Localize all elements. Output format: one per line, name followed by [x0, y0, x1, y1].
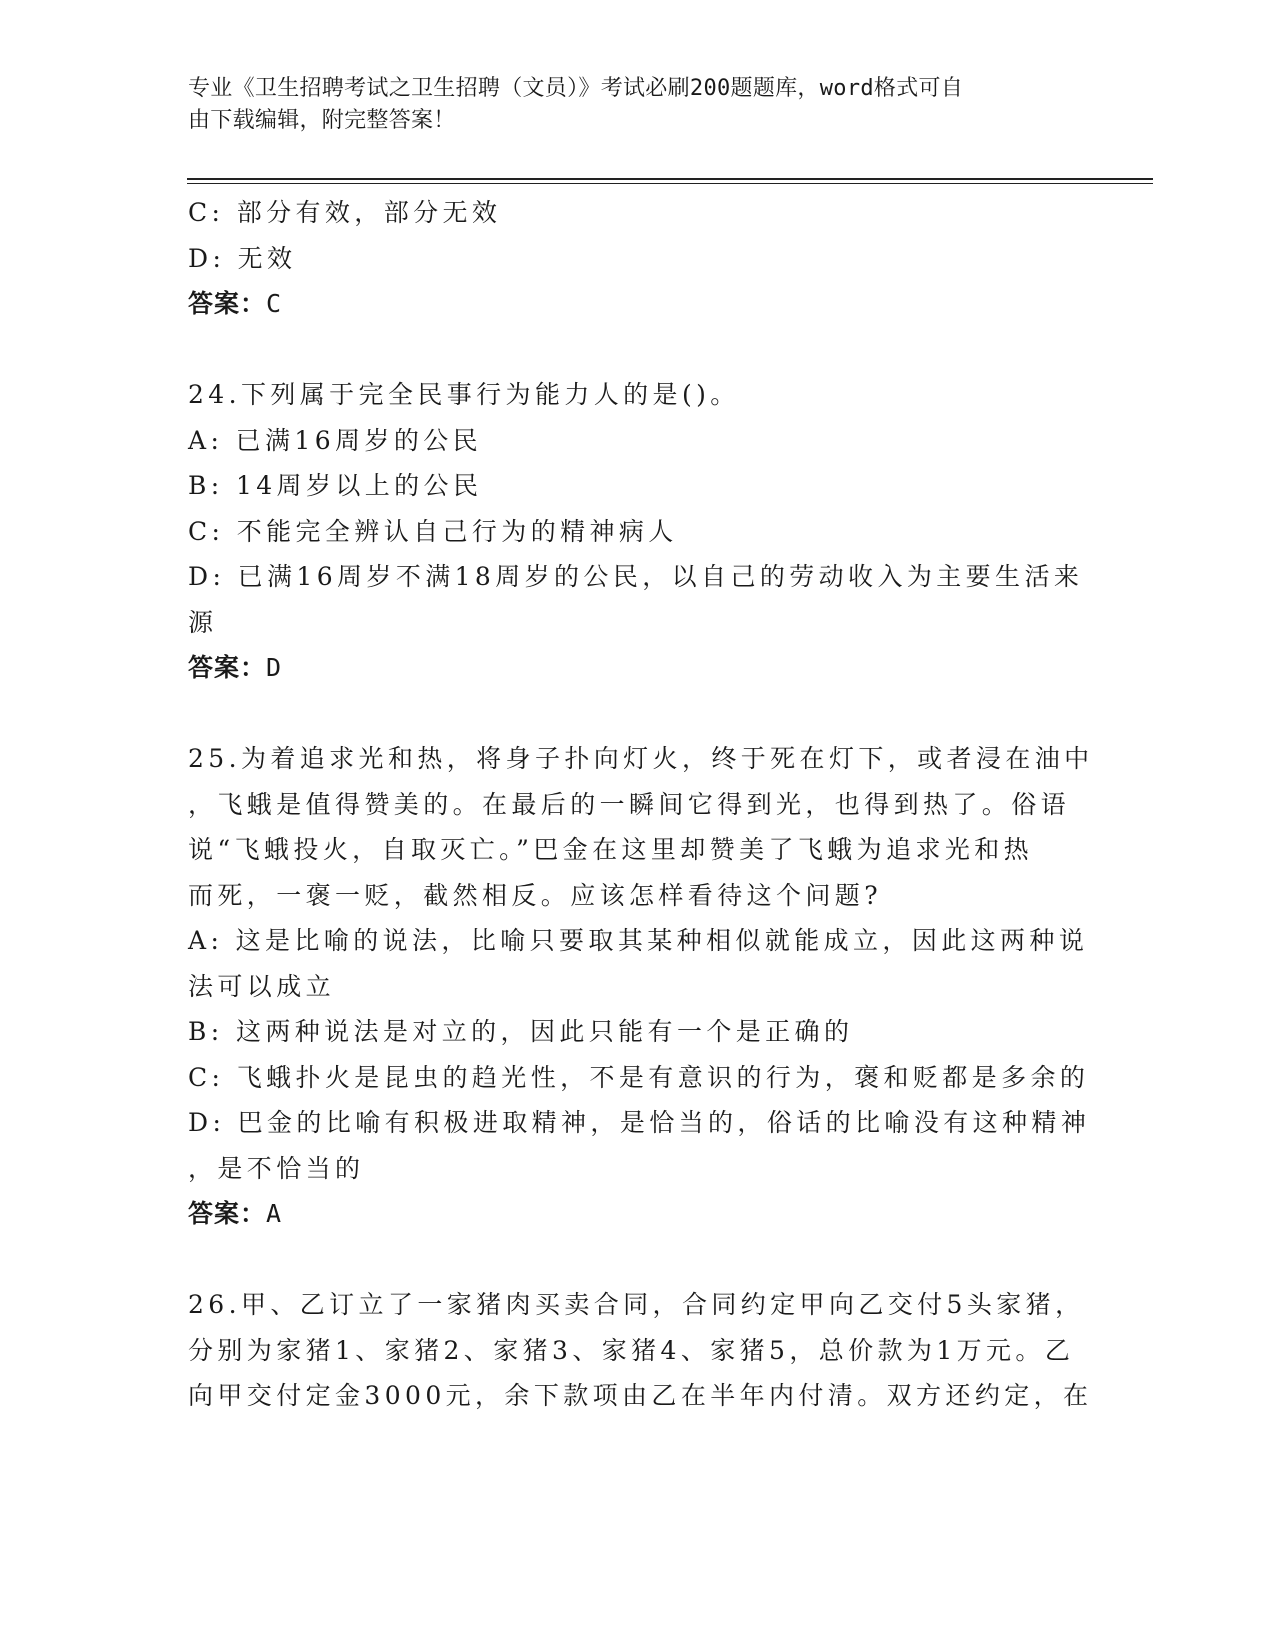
q24-option-d-line-2: 源	[188, 607, 218, 637]
q25-option-d-line-1: D: 巴金的比喻有积极进取精神，是恰当的，俗话的比喻没有这种精神	[188, 1108, 1091, 1137]
q24-option-d-line-1: D: 已满16周岁不满18周岁的公民，以自己的劳动收入为主要生活来	[188, 562, 1084, 591]
q25-option-c: C: 飞蛾扑火是昆虫的趋光性，不是有意识的行为，褒和贬都是多余的	[188, 1062, 1090, 1092]
q23-option-c: C: 部分有效，部分无效	[188, 198, 502, 227]
q25-stem-line-3: 说“飞蛾投火，自取灭亡。”巴金在这里却赞美了飞蛾为追求光和热	[188, 835, 1034, 864]
q25-stem-line-4: 而死，一褒一贬，截然相反。应该怎样看待这个问题?	[188, 880, 883, 910]
q26-stem-line-1: 26.甲、乙订立了一家猪肉买卖合同，合同约定甲向乙交付5头家猪，	[188, 1290, 1085, 1319]
q24-stem: 24.下列属于完全民事行为能力人的是()。	[188, 380, 740, 409]
answer-value: D	[266, 653, 283, 682]
q24-option-a: A: 已满16周岁的公民	[188, 425, 483, 455]
document-header	[188, 73, 1068, 137]
answer-value: C	[266, 289, 283, 318]
q24-answer	[188, 645, 1088, 691]
header-title-line-1: 专业《卫生招聘考试之卫生招聘（文员）》考试必刷200题题库，word格式可自	[188, 76, 964, 101]
q26-stem-line-2: 分别为家猪1、家猪2、家猪3、家猪4、家猪5，总价款为1万元。乙	[188, 1335, 1075, 1365]
q24-option-c: C: 不能完全辨认自己行为的精神病人	[188, 516, 678, 546]
q25-stem-line-1: 25.为着追求光和热，将身子扑向灯火，终于死在灯下，或者浸在油中	[188, 744, 1094, 773]
spacer	[188, 691, 1088, 737]
question-content	[188, 190, 1094, 1419]
answer-label: 答案：	[188, 1199, 267, 1228]
q23-answer	[188, 281, 1088, 327]
q25-answer	[188, 1191, 1088, 1237]
answer-label: 答案：	[188, 289, 267, 318]
q26-stem-line-3: 向甲交付定金3000元，余下款项由乙在半年内付清。双方还约定，在	[188, 1381, 1093, 1410]
spacer	[188, 1237, 1088, 1283]
header-title-line-2: 由下载编辑，附完整答案！	[188, 108, 456, 133]
header-divider-thin	[187, 183, 1153, 184]
q25-option-a-line-1: A: 这是比喻的说法，比喻只要取其某种相似就能成立，因此这两种说	[188, 926, 1089, 955]
answer-value: A	[266, 1199, 283, 1228]
q23-option-d: D: 无效	[188, 243, 297, 273]
q24-option-b: B: 14周岁以上的公民	[188, 471, 483, 500]
q25-option-a-line-2: 法可以成立	[188, 971, 336, 1001]
q25-option-d-line-2: ，是不恰当的	[188, 1153, 365, 1183]
answer-label: 答案：	[188, 653, 267, 682]
spacer	[188, 327, 1088, 373]
q25-stem-line-2: ，飞蛾是值得赞美的。在最后的一瞬间它得到光，也得到热了。俗语	[188, 789, 1071, 819]
header-divider	[187, 178, 1153, 180]
q25-option-b: B: 这两种说法是对立的，因此只能有一个是正确的	[188, 1017, 854, 1046]
